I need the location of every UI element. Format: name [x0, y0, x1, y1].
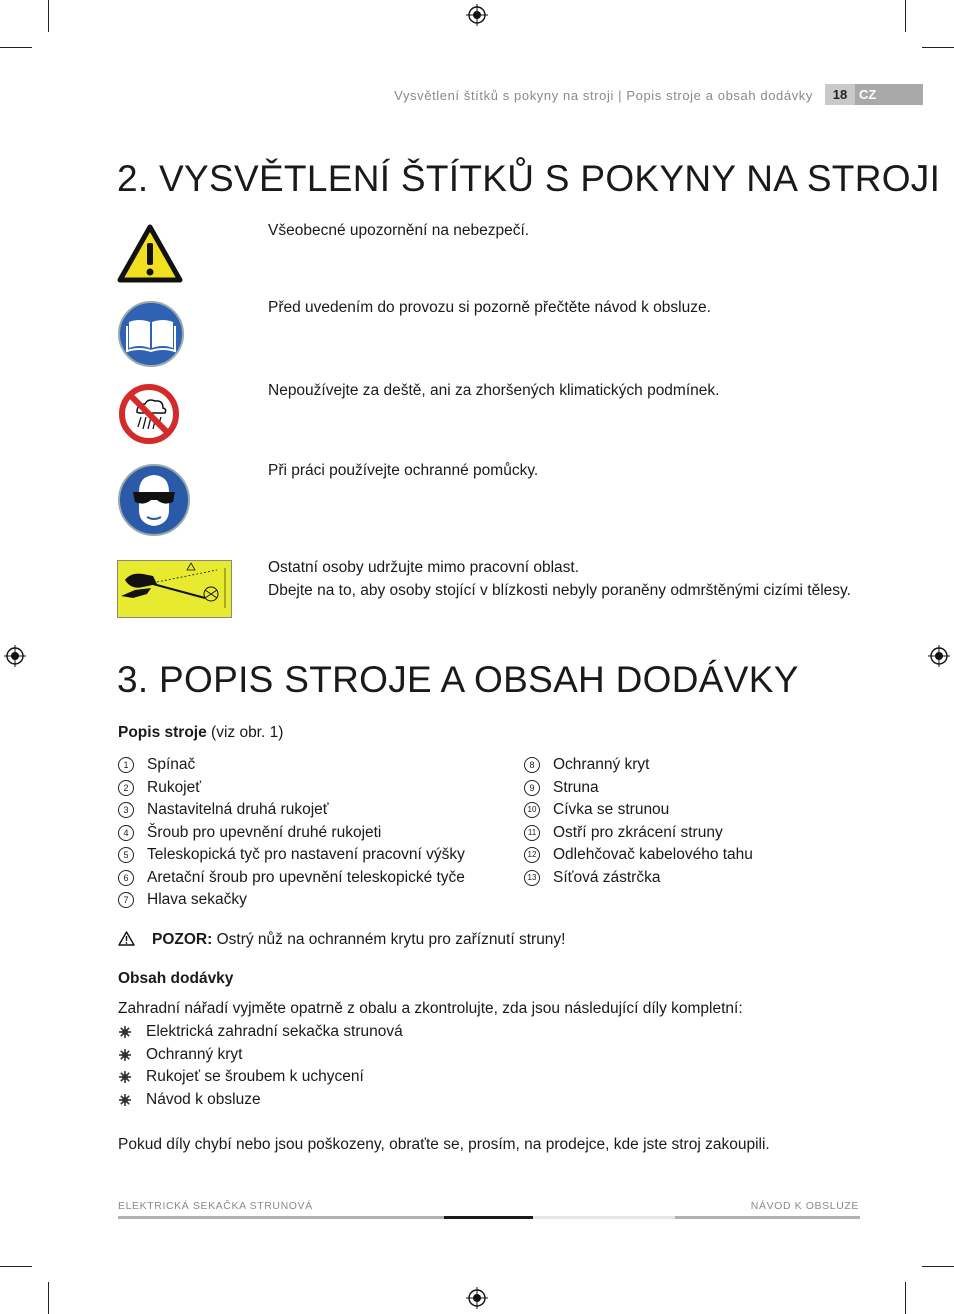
- registration-mark-icon: [4, 645, 26, 667]
- list-item: [524, 754, 753, 777]
- part-number: 11: [524, 825, 540, 841]
- contents-item: Ochranný kryt: [146, 1045, 243, 1063]
- list-item: [118, 754, 465, 777]
- part-label: Nastavitelná druhá rukojeť: [147, 801, 329, 819]
- list-item: [118, 822, 465, 845]
- contents-title: Obsah dodávky: [118, 970, 234, 987]
- bullet-flower-icon: [118, 1093, 132, 1107]
- crop-mark: [922, 47, 954, 48]
- footer-product: ELEKTRICKÁ SEKAČKA STRUNOVÁ: [118, 1200, 313, 1212]
- description-label: Popis stroje: [118, 724, 207, 741]
- part-number: 9: [524, 780, 540, 796]
- list-item: [524, 867, 753, 890]
- warning-note: [152, 929, 566, 951]
- crop-mark: [0, 1266, 32, 1267]
- symbol-description: Před uvedením do provozu si pozorně přečtěte návod k obsluze.: [268, 299, 711, 316]
- crop-mark: [905, 1282, 906, 1314]
- list-item: [118, 1089, 403, 1112]
- footer-rule: [675, 1216, 860, 1219]
- part-label: Odlehčovač kabelového tahu: [553, 846, 753, 864]
- contents-list: [118, 1021, 403, 1111]
- list-item: [524, 844, 753, 867]
- crop-mark: [48, 0, 49, 32]
- contents-intro: Zahradní nářadí vyjměte opatrně z obalu a zkontrolujte, zda jsou následující díly kompletní:: [118, 1000, 743, 1017]
- list-item: [524, 799, 753, 822]
- part-number: 5: [118, 847, 134, 863]
- part-number: 6: [118, 870, 134, 886]
- registration-mark-icon: [466, 4, 488, 26]
- list-item: [118, 777, 465, 800]
- list-item: [118, 867, 465, 890]
- registration-mark-icon: [928, 645, 950, 667]
- part-label: Ochranný kryt: [553, 756, 650, 774]
- contents-item: Rukojeť se šroubem k uchycení: [146, 1068, 364, 1086]
- page-number: 18: [825, 84, 855, 105]
- warning-triangle-icon: [117, 224, 183, 284]
- warning-text: Ostrý nůž na ochranném krytu pro zaříznutí struny!: [216, 931, 566, 948]
- contents-item: Návod k obsluze: [146, 1090, 261, 1108]
- part-label: Spínač: [147, 756, 196, 774]
- description-heading: [118, 722, 283, 744]
- list-item: [118, 799, 465, 822]
- list-item: [118, 889, 465, 912]
- part-number: 2: [118, 780, 134, 796]
- part-number: 7: [118, 892, 134, 908]
- list-item: [118, 1021, 403, 1044]
- part-number: 13: [524, 870, 540, 886]
- description-ref: (viz obr. 1): [211, 724, 284, 741]
- list-item: [118, 1066, 403, 1089]
- symbol-description: Všeobecné upozornění na nebezpečí.: [268, 222, 530, 239]
- part-number: 1: [118, 757, 134, 773]
- bullet-flower-icon: [118, 1070, 132, 1084]
- crop-mark: [0, 47, 32, 48]
- running-header: Vysvětlení štítků s pokyny na stroji | Popis stroje a obsah dodávky: [394, 88, 813, 103]
- symbol-description: Nepoužívejte za deště, ani za zhoršených klimatických podmínek.: [268, 382, 720, 399]
- section-3-title: 3. POPIS STROJE A OBSAH DODÁVKY: [117, 659, 799, 700]
- part-label: Struna: [553, 778, 599, 796]
- language-code: CZ: [859, 87, 877, 102]
- part-label: Ostří pro zkrácení struny: [553, 823, 723, 841]
- part-label: Rukojeť: [147, 778, 202, 796]
- part-label: Šroub pro upevnění druhé rukojeti: [147, 823, 382, 841]
- contents-item: Elektrická zahradní sekačka strunová: [146, 1023, 403, 1041]
- part-number: 3: [118, 802, 134, 818]
- parts-list-left: [118, 754, 465, 912]
- part-number: 8: [524, 757, 540, 773]
- part-label: Síťová zástrčka: [553, 868, 661, 886]
- part-label: Aretační šroub pro upevnění teleskopické tyče: [147, 868, 465, 886]
- section-2-title: 2. VYSVĚTLENÍ ŠTÍTKŮ S POKYNY NA STROJI: [117, 158, 941, 199]
- part-label: Cívka se strunou: [553, 801, 670, 819]
- part-label: Teleskopická tyč pro nastavení pracovní výšky: [147, 846, 465, 864]
- footer-rule: [444, 1216, 533, 1219]
- closing-text: Pokud díly chybí nebo jsou poškozeny, obraťte se, prosím, na prodejce, kde jste stroj zakoupili.: [118, 1136, 770, 1153]
- crop-mark: [922, 1266, 954, 1267]
- part-number: 10: [524, 802, 540, 818]
- part-label: Hlava sekačky: [147, 891, 247, 909]
- registration-mark-icon: [466, 1287, 488, 1309]
- footer-rule: [533, 1216, 675, 1219]
- list-item: [524, 822, 753, 845]
- read-manual-icon: [117, 300, 185, 368]
- list-item: [118, 1044, 403, 1067]
- bullet-flower-icon: [118, 1048, 132, 1062]
- list-item: [524, 777, 753, 800]
- footer-doc-type: NÁVOD K OBSLUZE: [750, 1200, 859, 1212]
- caution-triangle-icon: [118, 931, 135, 946]
- crop-mark: [905, 0, 906, 32]
- parts-list-right: [524, 754, 753, 889]
- symbol-description: Při práci používejte ochranné pomůcky.: [268, 462, 539, 479]
- crop-mark: [48, 1282, 49, 1314]
- footer-rule: [118, 1216, 444, 1219]
- safety-goggles-icon: [117, 462, 191, 538]
- warning-label: POZOR:: [152, 931, 213, 948]
- symbol-description: Ostatní osoby udržujte mimo pracovní oblast. Dbejte na to, aby osoby stojící v blízkosti nebyly poraněny odmrštěnými cizími tělesy.: [268, 559, 851, 599]
- bullet-flower-icon: [118, 1025, 132, 1039]
- list-item: [118, 844, 465, 867]
- part-number: 12: [524, 847, 540, 863]
- keep-distance-icon: [117, 560, 232, 618]
- part-number: 4: [118, 825, 134, 841]
- no-rain-icon: [117, 382, 181, 446]
